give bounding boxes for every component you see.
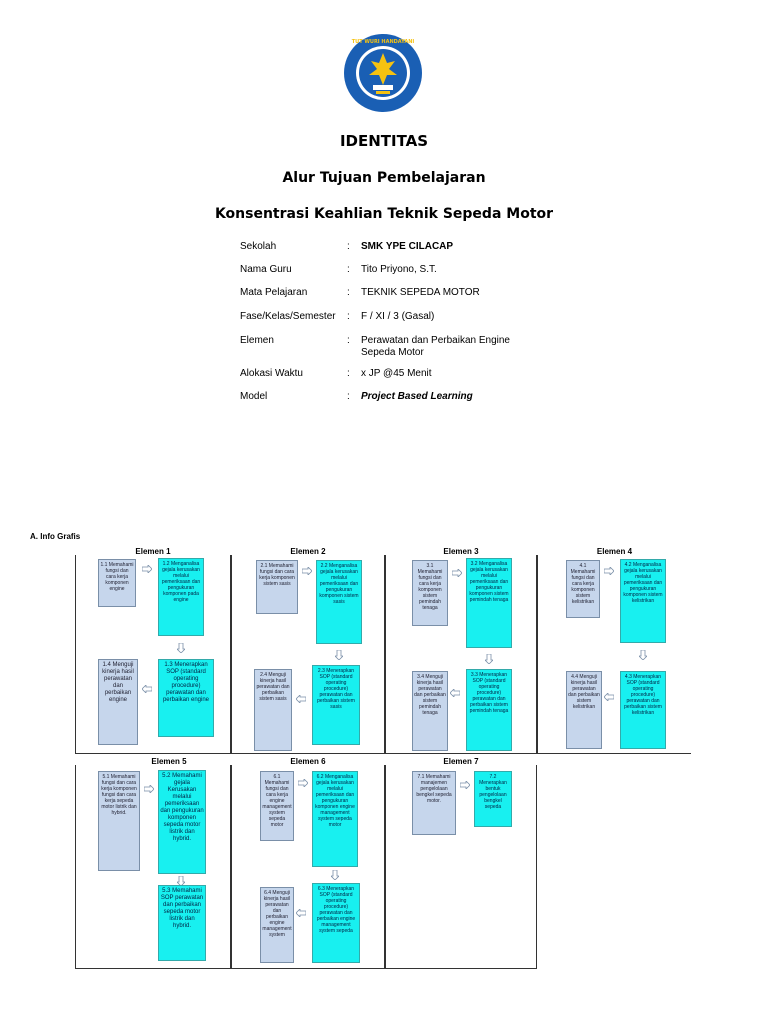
arrow-left-icon <box>604 693 614 701</box>
elemen-title: Elemen 2 <box>290 547 326 556</box>
identity-value: Perawatan dan Perbaikan Engine Sepeda Motor <box>361 335 510 358</box>
box-6-1: 6.1 Memahami fungsi dan cara kerja engine management system sepeda motor <box>260 771 294 841</box>
elemen-title: Elemen 5 <box>151 757 187 766</box>
arrow-right-icon <box>298 779 308 787</box>
box-5-2: 5.2 Memahami gejala Kerusakan melalui pemeriksaan dan pengukuran komponen sepeda motor listrik dan hybrid. <box>158 770 206 874</box>
box-1-2: 1.2 Menganalisa gejala kerusakan melalui pemeriksaan dan pengukuran komponen pada engine <box>158 558 204 636</box>
identity-label: Nama Guru <box>240 264 292 275</box>
arrow-right-icon <box>142 565 152 573</box>
logo-motto: TUT WURI HANDAYANI <box>351 39 415 45</box>
box-4-4: 4.4 Menguji kinerja hasil perawatan dan perbaikan sistem kelistrikan <box>566 671 602 749</box>
box-5-1: 5.1 Memahami fungsi dan cara kerja komponen fungsi dan cara kerja sepeda motor listrik dan hybrid. <box>98 771 140 871</box>
identity-label: Sekolah <box>240 241 277 252</box>
box-2-4: 2.4 Menguji kinerja hasil perawatan dan perbaikan sistem sasis <box>254 669 292 751</box>
arrow-right-icon <box>604 567 614 575</box>
elemen-4-panel <box>537 547 691 754</box>
heading-konsentrasi: Konsentrasi Keahlian Teknik Sepeda Motor <box>214 206 554 222</box>
elemen-6-panel <box>231 757 385 969</box>
elemen-title: Elemen 1 <box>135 547 171 556</box>
arrow-down-icon <box>639 650 647 660</box>
identity-label: Elemen <box>240 335 274 346</box>
box-1-1: 1.1 Memahami fungsi dan cara kerja komponen engine <box>98 559 136 607</box>
identity-colon: : <box>347 287 350 298</box>
identity-value: SMK YPE CILACAP <box>361 241 454 252</box>
arrow-left-icon <box>450 689 460 697</box>
box-3-4: 3.4 Menguji kinerja hasil perawatan dan perbaikan sistem pemindah tenaga <box>412 671 448 751</box>
elemen-title: Elemen 6 <box>290 757 326 766</box>
box-3-1: 3.1 Memahami fungsi dan cara kerja komponen sistem pemindah tenaga <box>412 560 448 626</box>
box-3-2: 3.2 Menganalisa gejala kerusakan melalui pemeriksaan dan pengukuran komponen sistem pemindah tenaga <box>466 558 512 648</box>
elemen-3-panel <box>385 547 537 754</box>
arrow-left-icon <box>296 695 306 703</box>
box-6-3: 6.3 Menerapkan SOP (standard operating procedure) perawatan dan perbaikan engine management system sepeda <box>312 883 360 963</box>
elemen-title: Elemen 3 <box>443 547 479 556</box>
arrow-down-icon <box>335 650 343 660</box>
arrow-left-icon <box>142 685 152 693</box>
identity-colon: : <box>347 241 350 252</box>
section-info-grafis-title: A. Info Grafis <box>30 532 81 541</box>
identity-colon: : <box>347 264 350 275</box>
tut-wuri-handayani-logo <box>343 33 423 113</box>
box-6-2: 6.2 Menganalisa gejala kerusakan melalui pemeriksaan dan pengukuran komponen engine management system sepeda motor <box>312 771 358 867</box>
elemen-2-panel <box>231 547 385 754</box>
box-2-3: 2.3 Menerapkan SOP (standard operating procedure) perawatan dan perbaikan sistem sasis <box>312 665 360 745</box>
box-4-3: 4.3 Menerapkan SOP (standard operating procedure) perawatan dan perbaikan sistem kelistrikan <box>620 671 666 749</box>
box-2-2: 2.2 Menganalisa gejala kerusakan melalui pemeriksaan dan pengukuran komponen sistem sasis <box>316 560 362 644</box>
identity-colon: : <box>347 391 350 402</box>
identity-label: Fase/Kelas/Semester <box>240 311 336 322</box>
elemen-5-panel <box>75 757 231 969</box>
box-1-4: 1.4 Menguji kinerja hasil perawatan dan perbaikan engine <box>98 659 138 745</box>
box-3-3: 3.3 Menerapkan SOP (standard operating procedure) perawatan dan perbaikan sistem pemindah tenaga <box>466 669 512 751</box>
box-6-4: 6.4 Menguji kinerja hasil perawatan dan perbaikan engine management system <box>260 887 294 963</box>
identity-colon: : <box>347 335 350 346</box>
identity-label: Alokasi Waktu <box>240 368 303 379</box>
heading-identitas: IDENTITAS <box>339 132 429 150</box>
identity-colon: : <box>347 311 350 322</box>
arrow-right-icon <box>452 569 462 577</box>
info-grafis-grid <box>75 543 765 973</box>
arrow-down-icon <box>331 870 339 880</box>
identity-colon: : <box>347 368 350 379</box>
identity-value: x JP @45 Menit <box>361 368 432 379</box>
identity-value: Tito Priyono, S.T. <box>361 264 437 275</box>
identity-value: Project Based Learning <box>361 391 473 402</box>
elemen-title: Elemen 4 <box>596 547 633 556</box>
arrow-left-icon <box>296 909 306 917</box>
arrow-right-icon <box>302 567 312 575</box>
identity-value: F / XI / 3 (Gasal) <box>361 311 435 322</box>
box-4-2: 4.2 Menganalisa gejala kerusakan melalui pemeriksaan dan pengukuran komponen sistem kelistrikan <box>620 559 666 643</box>
arrow-down-icon <box>177 643 185 653</box>
arrow-right-icon <box>460 781 470 789</box>
box-4-1: 4.1 Memahami fungsi dan cara kerja komponen sistem kelistrikan <box>566 560 600 618</box>
identity-value: TEKNIK SEPEDA MOTOR <box>361 287 480 298</box>
box-7-2: 7.2 Menerapkan bentuk pengelolaan bengkel sepeda <box>474 771 512 827</box>
box-5-3: 5.3 Memahami SOP perawatan dan perbaikan sepeda motor listrik dan hybrid. <box>158 885 206 961</box>
arrow-down-icon <box>485 654 493 664</box>
arrow-right-icon <box>144 785 154 793</box>
box-1-3: 1.3 Menerapkan SOP (standard operating procedure) perawatan dan perbaikan engine <box>158 659 214 737</box>
box-2-1: 2.1 Memahami fungsi dan cara kerja komponen sistem sasis <box>256 560 298 614</box>
identity-label: Mata Pelajaran <box>240 287 308 298</box>
elemen-7-panel <box>385 757 537 969</box>
identity-label: Model <box>240 391 268 402</box>
elemen-1-panel <box>75 547 231 754</box>
elemen-title: Elemen 7 <box>443 757 479 766</box>
heading-alur: Alur Tujuan Pembelajaran <box>282 170 486 186</box>
box-7-1: 7.1 Memahami manajemen pengelolaan bengkel sepeda motor. <box>412 771 456 835</box>
